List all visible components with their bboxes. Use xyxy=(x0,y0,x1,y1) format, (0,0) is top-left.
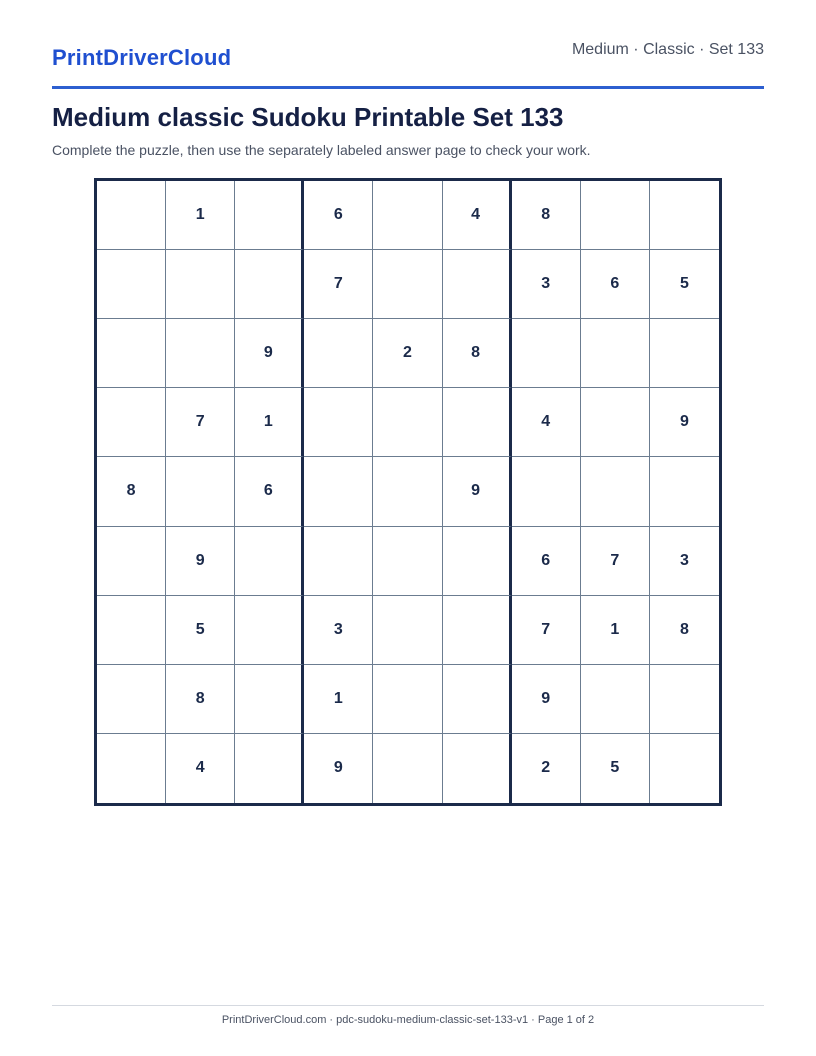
sudoku-cell: 3 xyxy=(650,527,719,596)
sudoku-cell xyxy=(97,527,166,596)
sudoku-cell: 5 xyxy=(166,596,235,665)
sudoku-cell: 7 xyxy=(581,527,650,596)
page-title: Medium classic Sudoku Printable Set 133 xyxy=(52,102,564,132)
sudoku-cell xyxy=(443,388,512,457)
sudoku-cell xyxy=(97,734,166,803)
sudoku-cell xyxy=(650,665,719,734)
sudoku-cell xyxy=(304,319,373,388)
sudoku-cell: 6 xyxy=(512,527,581,596)
sudoku-cell xyxy=(235,527,304,596)
sudoku-cell: 2 xyxy=(512,734,581,803)
sudoku-cell xyxy=(304,527,373,596)
sudoku-cell xyxy=(97,665,166,734)
sudoku-cell xyxy=(581,457,650,526)
sudoku-cell: 1 xyxy=(166,181,235,250)
sudoku-cell: 6 xyxy=(581,250,650,319)
sudoku-cell: 8 xyxy=(97,457,166,526)
sudoku-cell xyxy=(304,388,373,457)
sudoku-cell: 6 xyxy=(304,181,373,250)
sudoku-cell xyxy=(304,457,373,526)
sudoku-cell: 7 xyxy=(166,388,235,457)
sudoku-cell xyxy=(581,388,650,457)
sudoku-cell: 9 xyxy=(512,665,581,734)
sudoku-cell: 4 xyxy=(166,734,235,803)
sudoku-cell xyxy=(650,319,719,388)
sudoku-cell xyxy=(373,527,442,596)
sudoku-cell xyxy=(373,734,442,803)
sudoku-cell xyxy=(373,665,442,734)
sudoku-cell: 9 xyxy=(166,527,235,596)
sudoku-cell xyxy=(166,457,235,526)
page-subtitle: Complete the puzzle, then use the separately labeled answer page to check your work. xyxy=(52,142,591,158)
sudoku-cell: 8 xyxy=(443,319,512,388)
sudoku-cell: 4 xyxy=(443,181,512,250)
page-footer: PrintDriverCloud.com · pdc-sudoku-medium-classic-set-133-v1 · Page 1 of 2 xyxy=(221,1014,595,1026)
sudoku-cell xyxy=(166,250,235,319)
sudoku-cell xyxy=(512,457,581,526)
sudoku-cell: 7 xyxy=(512,596,581,665)
sudoku-grid xyxy=(94,178,722,806)
sudoku-cell: 4 xyxy=(512,388,581,457)
sudoku-cell xyxy=(650,457,719,526)
sudoku-cell xyxy=(97,388,166,457)
footer-divider xyxy=(52,1005,764,1006)
sudoku-cell xyxy=(235,665,304,734)
sudoku-cell xyxy=(373,250,442,319)
sudoku-cell xyxy=(235,596,304,665)
sudoku-cell: 2 xyxy=(373,319,442,388)
sudoku-cell xyxy=(443,527,512,596)
sudoku-cell xyxy=(373,596,442,665)
sudoku-cell xyxy=(512,319,581,388)
puzzle-meta: Medium · Classic · Set 133 xyxy=(571,41,764,58)
page-header xyxy=(52,38,764,89)
sudoku-cell: 1 xyxy=(235,388,304,457)
sudoku-cell: 7 xyxy=(304,250,373,319)
sudoku-cell xyxy=(581,319,650,388)
sudoku-cell: 9 xyxy=(650,388,719,457)
sudoku-cell xyxy=(443,596,512,665)
sudoku-cell: 8 xyxy=(166,665,235,734)
sudoku-cell xyxy=(650,181,719,250)
sudoku-cell xyxy=(581,665,650,734)
sudoku-cell: 5 xyxy=(650,250,719,319)
sudoku-cell xyxy=(97,250,166,319)
sudoku-cell xyxy=(373,457,442,526)
sudoku-cell xyxy=(97,181,166,250)
sudoku-cell xyxy=(581,181,650,250)
sudoku-cell xyxy=(443,665,512,734)
sudoku-cell: 6 xyxy=(235,457,304,526)
sudoku-cell xyxy=(97,596,166,665)
sudoku-cell xyxy=(235,734,304,803)
sudoku-cell xyxy=(235,250,304,319)
sudoku-cell xyxy=(443,734,512,803)
sudoku-cell xyxy=(373,388,442,457)
sudoku-cell: 9 xyxy=(443,457,512,526)
sudoku-cell xyxy=(443,250,512,319)
sudoku-cell: 8 xyxy=(650,596,719,665)
sudoku-cell: 3 xyxy=(512,250,581,319)
sudoku-cell: 3 xyxy=(304,596,373,665)
sudoku-cell: 8 xyxy=(512,181,581,250)
sudoku-cell: 1 xyxy=(581,596,650,665)
sudoku-cell xyxy=(373,181,442,250)
sudoku-cell: 9 xyxy=(304,734,373,803)
sudoku-cell xyxy=(166,319,235,388)
sudoku-cell xyxy=(97,319,166,388)
sudoku-cell xyxy=(650,734,719,803)
sudoku-cell xyxy=(235,181,304,250)
brand-logo: PrintDriverCloud xyxy=(52,45,232,70)
sudoku-cell: 5 xyxy=(581,734,650,803)
sudoku-cell: 9 xyxy=(235,319,304,388)
sudoku-cell: 1 xyxy=(304,665,373,734)
